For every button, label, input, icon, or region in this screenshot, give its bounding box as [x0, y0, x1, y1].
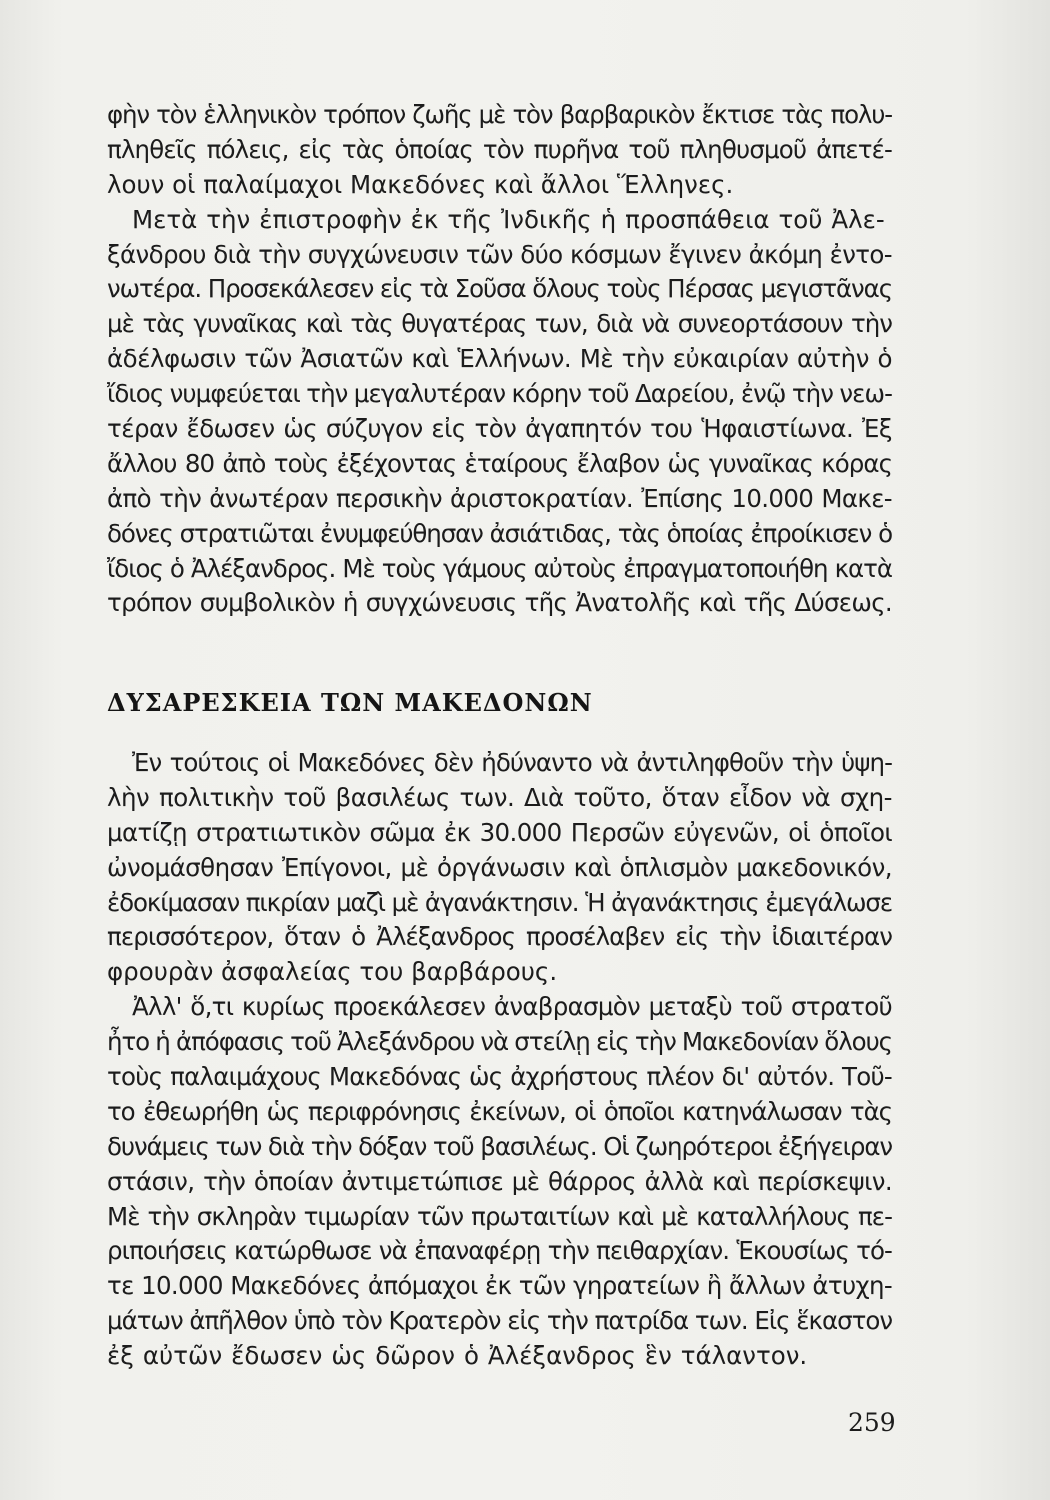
- text-line: ἴδιος ὁ Ἀλέξανδρος. Μὲ τοὺς γάμους αὐτοὺς ἐπραγματοποιήθη κατὰ: [107, 553, 892, 583]
- text-line: ἴδιος νυμφεύεται τὴν μεγαλυτέραν κόρην τοῦ Δαρείου, ἐνῷ τὴν νεω-: [107, 379, 892, 409]
- text-line: δυνάμεις των διὰ τὴν δόξαν τοῦ βασιλέως. Οἱ ζωηρότεροι ἐξήγειραν: [107, 1131, 892, 1161]
- text-line: στάσιν, τὴν ὁποίαν ἀντιμετώπισε μὲ θάρρος ἀλλὰ καὶ περίσκεψιν.: [107, 1166, 892, 1196]
- text-line: ἐξ αὐτῶν ἔδωσεν ὡς δῶρον ὁ Ἀλέξανδρος ἓν τάλαντον.: [107, 1341, 808, 1371]
- page-number: 259: [848, 1408, 896, 1437]
- text-line: ματίζῃ στρατιωτικὸν σῶμα ἐκ 30.000 Περσῶν εὐγενῶν, οἱ ὁποῖοι: [107, 817, 892, 847]
- text-line: Μὲ τὴν σκληρὰν τιμωρίαν τῶν πρωταιτίων καὶ μὲ καταλλήλους πε-: [107, 1201, 892, 1231]
- text-line: μὲ τὰς γυναῖκας καὶ τὰς θυγατέρας των, διὰ νὰ συνεορτάσουν τὴν: [107, 309, 892, 339]
- text-line: ὠνομάσθησαν Ἐπίγονοι, μὲ ὀργάνωσιν καὶ ὁπλισμὸν μακεδονικόν,: [107, 852, 892, 882]
- text-line: ἄλλου 80 ἀπὸ τοὺς ἐξέχοντας ἑταίρους ἔλαβον ὡς γυναῖκας κόρας: [107, 448, 892, 478]
- text-line: ριποιήσεις κατώρθωσε νὰ ἐπαναφέρῃ τὴν πειθαρχίαν. Ἑκουσίως τό-: [107, 1236, 892, 1266]
- text-line: Ἀλλ' ὅ,τι κυρίως προεκάλεσεν ἀναβρασμὸν μεταξὺ τοῦ στρατοῦ: [132, 992, 892, 1022]
- text-line: περισσότερον, ὅταν ὁ Ἀλέξανδρος προσέλαβεν εἰς τὴν ἰδιαιτέραν: [107, 922, 892, 952]
- text-line: λουν οἱ παλαίμαχοι Μακεδόνες καὶ ἄλλοι Ἕλληνες.: [107, 169, 734, 199]
- text-line: ἦτο ἡ ἀπόφασις τοῦ Ἀλεξάνδρου νὰ στείλῃ εἰς τὴν Μακεδονίαν ὅλους: [107, 1027, 892, 1057]
- text-line: νωτέρα. Προσεκάλεσεν εἰς τὰ Σοῦσα ὅλους τοὺς Πέρσας μεγιστᾶνας: [107, 274, 892, 304]
- section-1-text: [107, 98, 892, 621]
- text-line: το ἐθεωρήθη ὡς περιφρόνησις ἐκείνων, οἱ ὁποῖοι κατηνάλωσαν τὰς: [107, 1096, 892, 1126]
- section-2-text: [107, 746, 892, 1374]
- text-line: λὴν πολιτικὴν τοῦ βασιλέως των. Διὰ τοῦτο, ὅταν εἶδον νὰ σχη-: [107, 782, 892, 812]
- text-line: Ἐν τούτοις οἱ Μακεδόνες δὲν ἠδύναντο νὰ ἀντιληφθοῦν τὴν ὑψη-: [132, 748, 892, 777]
- text-line: φρουρὰν ἀσφαλείας του βαρβάρους.: [107, 957, 558, 987]
- text-line: μάτων ἀπῆλθον ὑπὸ τὸν Κρατερὸν εἰς τὴν πατρίδα των. Εἰς ἕκαστον: [107, 1306, 893, 1336]
- text-line: τοὺς παλαιμάχους Μακεδόνας ὡς ἀχρήστους πλέον δι' αὐτόν. Τοῦ-: [107, 1062, 892, 1092]
- text-line: τρόπον συμβολικὸν ἡ συγχώνευσις τῆς Ἀνατολῆς καὶ τῆς Δύσεως.: [107, 588, 892, 618]
- text-line: φὴν τὸν ἑλληνικὸν τρόπον ζωῆς μὲ τὸν βαρβαρικὸν ἔκτισε τὰς πολυ-: [107, 100, 892, 129]
- text-line: ἀδέλφωσιν τῶν Ἀσιατῶν καὶ Ἑλλήνων. Μὲ τὴν εὐκαιρίαν αὐτὴν ὁ: [107, 344, 892, 374]
- text-line: Μετὰ τὴν ἐπιστροφὴν ἐκ τῆς Ἰνδικῆς ἡ προσπάθεια τοῦ Ἀλε-: [132, 204, 885, 234]
- text-line: ξάνδρου διὰ τὴν συγχώνευσιν τῶν δύο κόσμων ἔγινεν ἀκόμη ἐντο-: [107, 239, 892, 269]
- section-heading: ΔΥΣΑΡΕΣΚΕΙΑ ΤΩΝ ΜΑΚΕΔΟΝΩΝ: [107, 688, 593, 717]
- text-line: τέραν ἔδωσεν ὡς σύζυγον εἰς τὸν ἀγαπητόν του Ἡφαιστίωνα. Ἐξ: [107, 414, 892, 444]
- text-line: πληθεῖς πόλεις, εἰς τὰς ὁποίας τὸν πυρῆνα τοῦ πληθυσμοῦ ἀπετέ-: [107, 134, 892, 164]
- text-line: ἐδοκίμασαν πικρίαν μαζὶ μὲ ἀγανάκτησιν. Ἡ ἀγανάκτησις ἐμεγάλωσε: [107, 887, 892, 917]
- text-line: δόνες στρατιῶται ἐνυμφεύθησαν ἀσιάτιδας, τὰς ὁποίας ἐπροίκισεν ὁ: [107, 518, 892, 548]
- text-line: τε 10.000 Μακεδόνες ἀπόμαχοι ἐκ τῶν γηρατείων ἢ ἄλλων ἀτυχη-: [107, 1271, 892, 1301]
- text-line: ἀπὸ τὴν ἀνωτέραν περσικὴν ἀριστοκρατίαν. Ἐπίσης 10.000 Μακε-: [107, 483, 892, 513]
